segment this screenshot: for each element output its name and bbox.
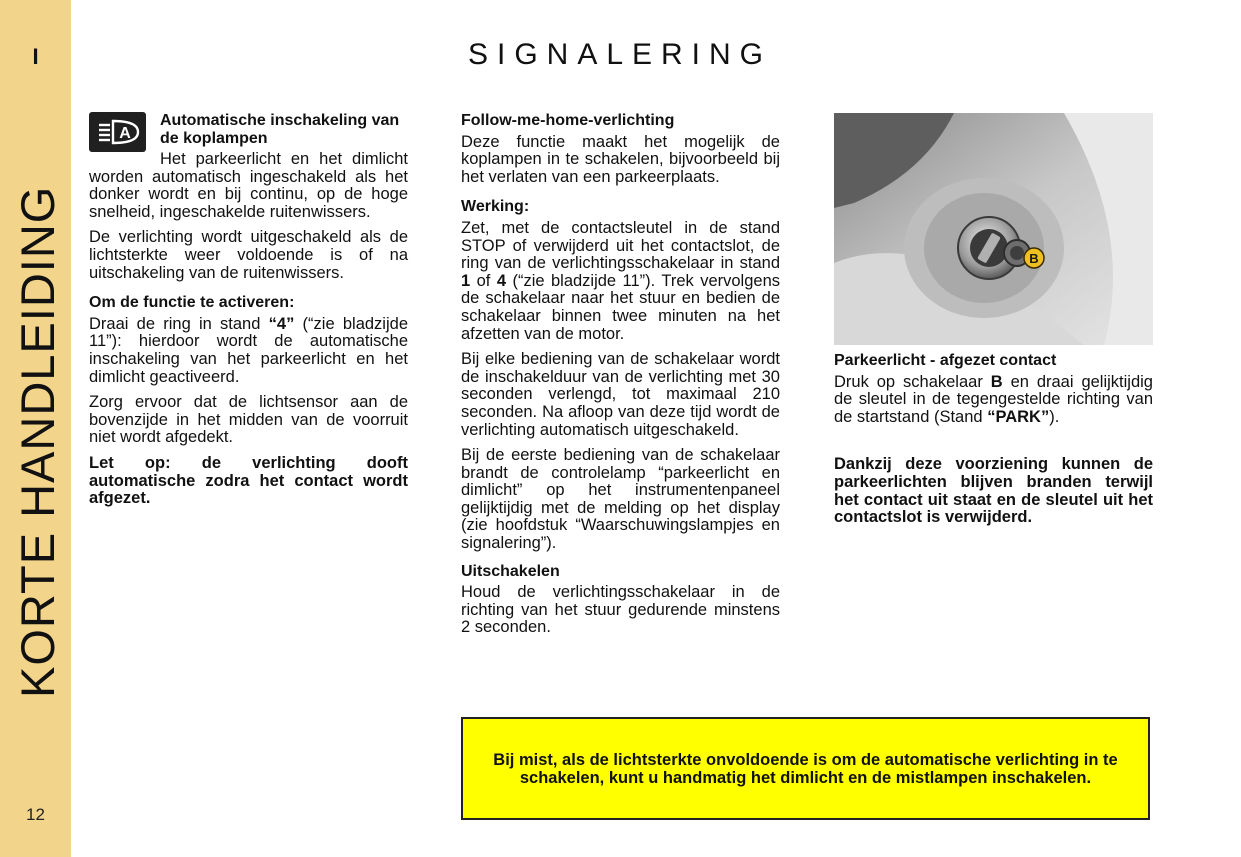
paragraph-parking: Druk op schakelaar B en draai gelijktijdig de sleutel in de tegengestelde richting van de startstand (Stand “PARK”). xyxy=(834,372,1153,426)
sidebar xyxy=(0,0,71,857)
paragraph: Houd de verlichtingsschakelaar in de richting van het stuur gedurende minstens 2 seconden. xyxy=(461,583,780,637)
column-parking-light xyxy=(834,352,1153,535)
page-title: SIGNALERING xyxy=(467,38,773,71)
subheading-werking: Werking: xyxy=(461,198,530,216)
switch-b-label: B xyxy=(1029,251,1039,266)
subheading-uitschakelen: Uitschakelen xyxy=(461,562,560,580)
section-heading: Parkeerlicht - afgezet contact xyxy=(834,352,1057,369)
paragraph: Deze functie maakt het mogelijk de koplampen in te schakelen, bijvoorbeeld bij het verlaten van een parkeerplaats. xyxy=(461,132,780,186)
subheading-activate: Om de functie te activeren: xyxy=(89,294,295,312)
paragraph-activate: Draai de ring in stand “4” (“zie bladzijde 11”): hierdoor wordt de automatische inschakeling van het parkeerlicht en het dimlicht geactiveerd. xyxy=(89,314,408,386)
page-number: 12 xyxy=(26,805,45,824)
chapter-marker: I xyxy=(32,44,39,69)
fog-warning-text: Bij mist, als de lichtsterkte onvoldoende is om de automatische verlichting in te schakelen, kunt u handmatig het dimlicht en de mistlampen inschakelen. xyxy=(493,750,1118,787)
paragraph: Het parkeerlicht en het dimlicht worden automatisch ingeschakeld als het donker wordt en bij continu, op de hoge snelheid, ingeschakelde ruitenwissers. xyxy=(89,150,408,221)
paragraph: Zorg ervoor dat de lichtsensor aan de bovenzijde in het midden van de voorruit niet wordt afgedekt. xyxy=(89,393,408,447)
column-automatic-headlamps xyxy=(89,112,408,516)
auto-headlamp-icon xyxy=(89,112,146,152)
paragraph: Bij de eerste bediening van de schakelaar brandt de controlelamp “parkeerlicht en dimlicht” op het instrumentenpaneel gelijktijdig met de melding op het display (zie hoofdstuk “Waarschuwingslampjes en signalering”). xyxy=(461,446,780,553)
paragraph-werking: Zet, met de contactsleutel in de stand STOP of verwijderd uit het contactslot, de ring van de verlichtingsschakelaar in stand 1 of 4 (“zie bladzijde 11”). Trek vervolgens de schakelaar naar het stuur en bedien de schakelaar binnen twee minuten na het afzetten van de motor. xyxy=(461,218,780,343)
fog-warning-box xyxy=(461,717,1150,820)
paragraph: De verlichting wordt uitgeschakeld als de lichtsterkte weer voldoende is of na uitschakeling van de ruitenwissers. xyxy=(89,228,408,282)
section-heading: Follow-me-home-verlichting xyxy=(461,112,675,129)
paragraph: Bij elke bediening van de schakelaar wordt de inschakelduur van de verlichting met 30 seconden verlengd, tot maximaal 210 seconden. Na afloop van deze tijd wordt de verlichting automatisch uitgeschakeld. xyxy=(461,350,780,439)
chapter-title-vertical: KORTE HANDLEIDING xyxy=(11,185,64,698)
column-follow-me-home xyxy=(461,112,780,645)
section-heading: Automatische inschakeling van de koplampen xyxy=(160,112,400,147)
note: Dankzij deze voorziening kunnen de parkeerlichten blijven branden terwijl het contact uit staat en de sleutel uit het contactslot is verwijderd. xyxy=(834,455,1153,527)
svg-text:A: A xyxy=(118,125,131,142)
warning-note: Let op: de verlichting dooft automatische zodra het contact wordt afgezet. xyxy=(89,453,408,508)
ignition-switch-photo xyxy=(834,113,1153,345)
